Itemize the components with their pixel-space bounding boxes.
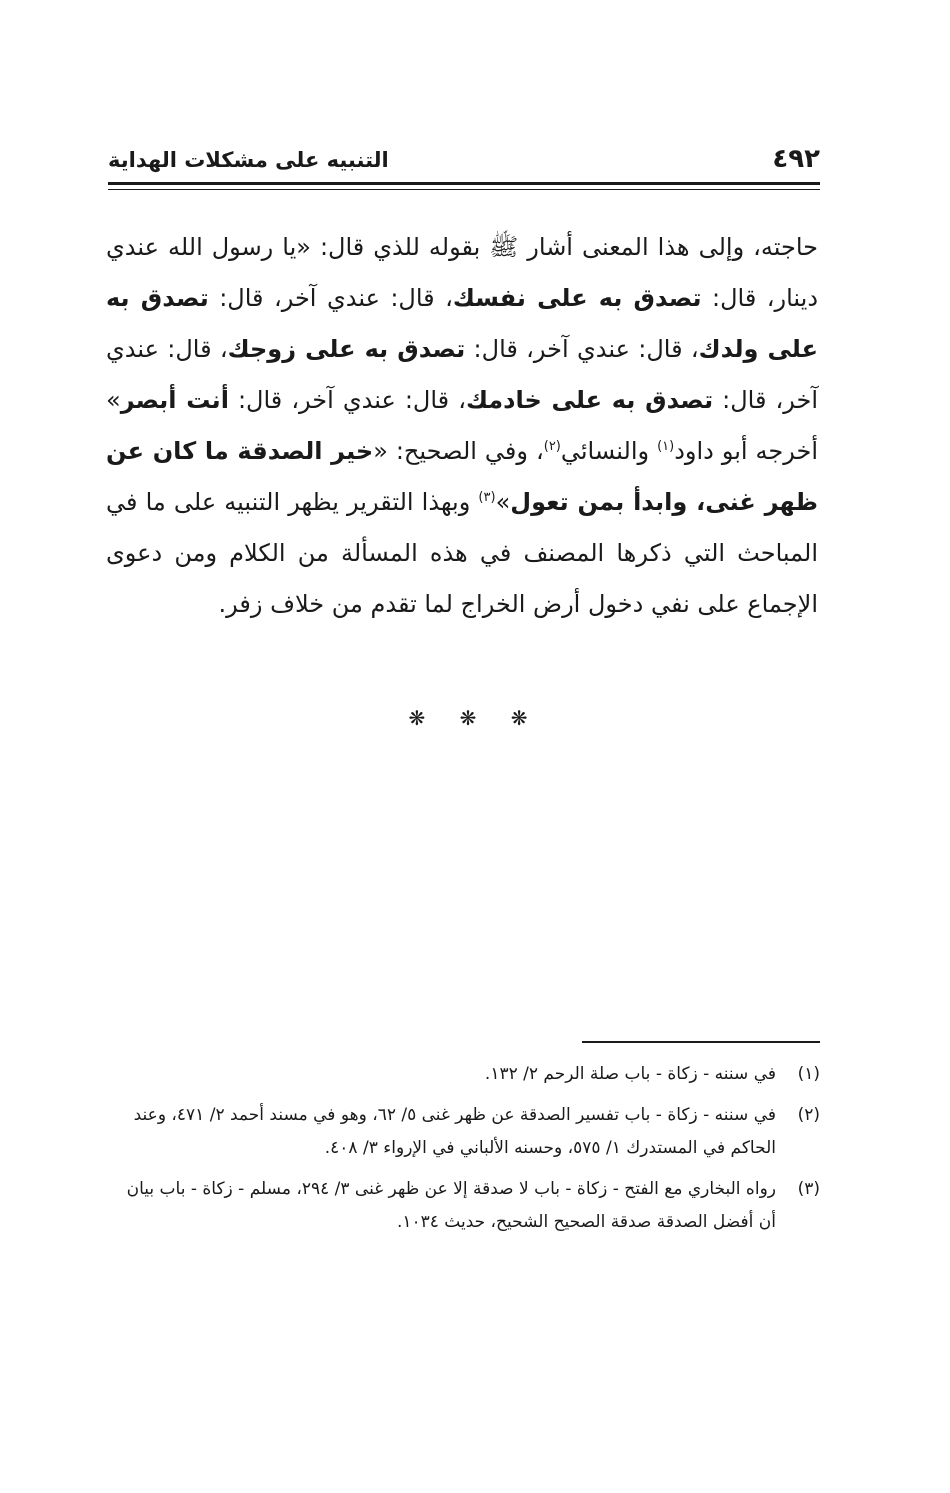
header-rule-thick — [108, 182, 820, 185]
page-header — [108, 138, 820, 182]
text-segment: ، قال: عندي آخر، قال: — [208, 284, 453, 312]
section-separator: ❋ ❋ ❋ — [408, 706, 542, 730]
footnote-item — [108, 1058, 820, 1091]
text-segment: والنسائي — [560, 437, 658, 465]
footnote-text: رواه البخاري مع الفتح - زكاة - باب لا صدقة إلا عن ظهر غنى ٣/ ٢٩٤، مسلم - زكاة - باب بيان أن أفضل الصدقة صدقة الصحيح الشحيح، حديث ١٠٣٤. — [126, 1179, 776, 1232]
footnote-item — [108, 1099, 820, 1165]
hadith-phrase: تصدق به على ولدك — [106, 284, 818, 363]
footnote-ref-2[interactable]: (٢) — [543, 439, 561, 454]
footnote-ref-1[interactable]: (١) — [657, 439, 675, 454]
header-rule-thin — [108, 189, 820, 190]
text-segment: حاجته، وإلى هذا المعنى أشار ﷺ بقوله للذي قال: «يا رسول الله عندي دينار، قال: — [106, 233, 819, 312]
page-number: ٤٩٢ — [772, 144, 820, 174]
text-segment: وبهذا التقرير يظهر التنبيه على ما في المباحث التي ذكرها المصنف في هذه المسألة من الكلام ومن دعوى الإجماع على نفي دخول أرض الخراج لما تقدم من خلاف زفر. — [106, 488, 818, 618]
hadith-phrase: تصدق به على نفسك — [452, 284, 702, 312]
main-paragraph — [106, 222, 818, 630]
hadith-phrase: تصدق به على زوجك — [227, 335, 466, 363]
footnote-number: (٢) — [797, 1105, 820, 1125]
footnotes — [108, 1058, 820, 1247]
hadith-phrase: خير الصدقة ما كان عن ظهر غنى، وابدأ بمن تعول — [106, 437, 819, 516]
footnote-number: (٣) — [797, 1179, 820, 1199]
text-segment: » أخرجه أبو داود — [106, 386, 819, 465]
footnote-item — [108, 1173, 820, 1239]
footnote-rule — [582, 1041, 820, 1043]
hadith-phrase: تصدق به على خادمك — [465, 386, 714, 414]
hadith-phrase: أنت أبصر — [120, 386, 229, 414]
text-segment: ، قال: عندي آخر، قال: — [106, 335, 818, 414]
text-segment: ، وفي الصحيح: « — [373, 437, 544, 465]
running-title: التنبيه على مشكلات الهداية — [108, 148, 389, 172]
text-segment: ، قال: عندي آخر، قال: — [228, 386, 466, 414]
footnote-number: (١) — [797, 1064, 820, 1084]
text-segment: » — [495, 488, 511, 516]
footnote-text: في سننه - زكاة - باب صلة الرحم ٢/ ١٣٢. — [484, 1064, 776, 1084]
footnote-text: في سننه - زكاة - باب تفسير الصدقة عن ظهر غنى ٥/ ٦٢، وهو في مسند أحمد ٢/ ٤٧١، وعند الحاكم في المستدرك ١/ ٥٧٥، وحسنه الألباني في الإرواء ٣/ ٤٠٨. — [133, 1105, 776, 1158]
footnote-ref-3[interactable]: (٣) — [478, 490, 496, 505]
text-segment: ، قال: عندي آخر، قال: — [465, 335, 699, 363]
